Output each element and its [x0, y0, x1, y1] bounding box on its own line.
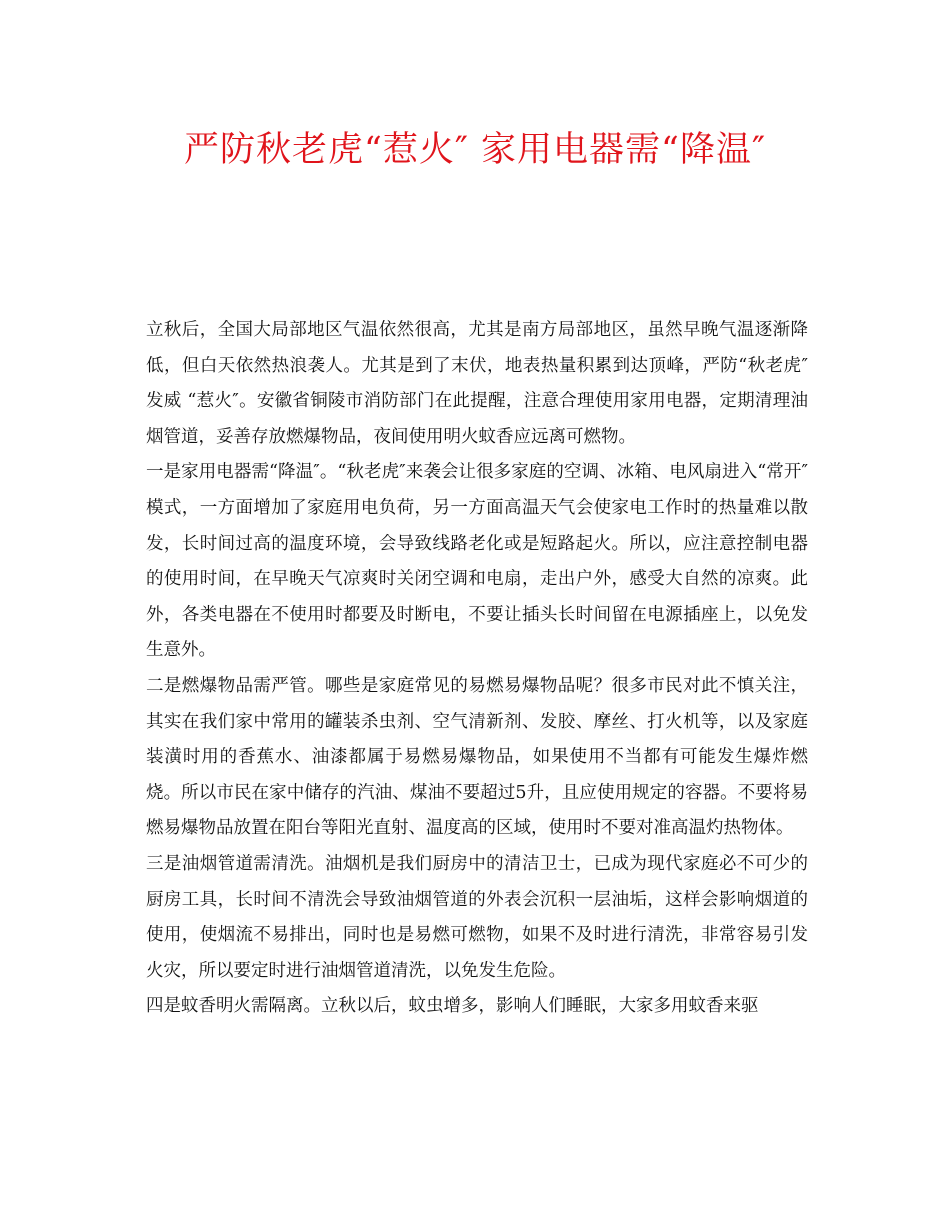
- paragraph-intro: 立秋后，全国大局部地区气温依然很高，尤其是南方局部地区，虽然早晚气温逐渐降低，但白天依然热浪袭人。尤其是到了末伏，地表热量积累到达顶峰，严防“秋老虎″发威 “惹火″。安徽省铜陵市消防部门在此提醒，注意合理使用家用电器，定期清理油烟管道，妥善存放燃爆物品，夜间使用明火蚊香应远离可燃物。: [146, 320, 808, 447]
- paragraph-appliances: 一是家用电器需“降温″。“秋老虎″来袭会让很多家庭的空调、冰箱、电风扇进入“常开″模式，一方面增加了家庭用电负荷，另一方面高温天气会使家电工作时的热量难以散发，长时间过高的温度环境，会导致线路老化或是短路起火。所以，应注意控制电器的使用时间，在早晚天气凉爽时关闭空调和电扇，走出户外，感受大自然的凉爽。此外，各类电器在不使用时都要及时断电，不要让插头长时间留在电源插座上，以免发生意外。: [146, 462, 808, 661]
- paragraph-range-hood: 三是油烟管道需清洗。油烟机是我们厨房中的清洁卫士，已成为现代家庭必不可少的厨房工具，长时间不清洗会导致油烟管道的外表会沉积一层油垢，这样会影响烟道的使用，使烟流不易排出，同时也是易燃可燃物，如果不及时进行清洗，非常容易引发火灾，所以要定时进行油烟管道清洗，以免发生危险。: [146, 853, 808, 981]
- document-body: [146, 313, 808, 1025]
- paragraph-flammables: 二是燃爆物品需严管。哪些是家庭常见的易燃易爆物品呢？很多市民对此不慎关注，其实在我们家中常用的罐装杀虫剂、空气清新剂、发胶、摩丝、打火机等，以及家庭装潢时用的香蕉水、油漆都属于易燃易爆物品，如果使用不当都有可能发生爆炸燃烧。所以市民在家中储存的汽油、煤油不要超过5升，且应使用规定的容器。不要将易燃易爆物品放置在阳台等阳光直射、温度高的区域，使用时不要对准高温灼热物体。: [146, 675, 808, 839]
- paragraph-mosquito-coil: 四是蚊香明火需隔离。立秋以后，蚊虫增多，影响人们睡眠，大家多用蚊香来驱: [146, 996, 759, 1017]
- document-title: 严防秋老虎“惹火″ 家用电器需“降温″: [183, 130, 767, 170]
